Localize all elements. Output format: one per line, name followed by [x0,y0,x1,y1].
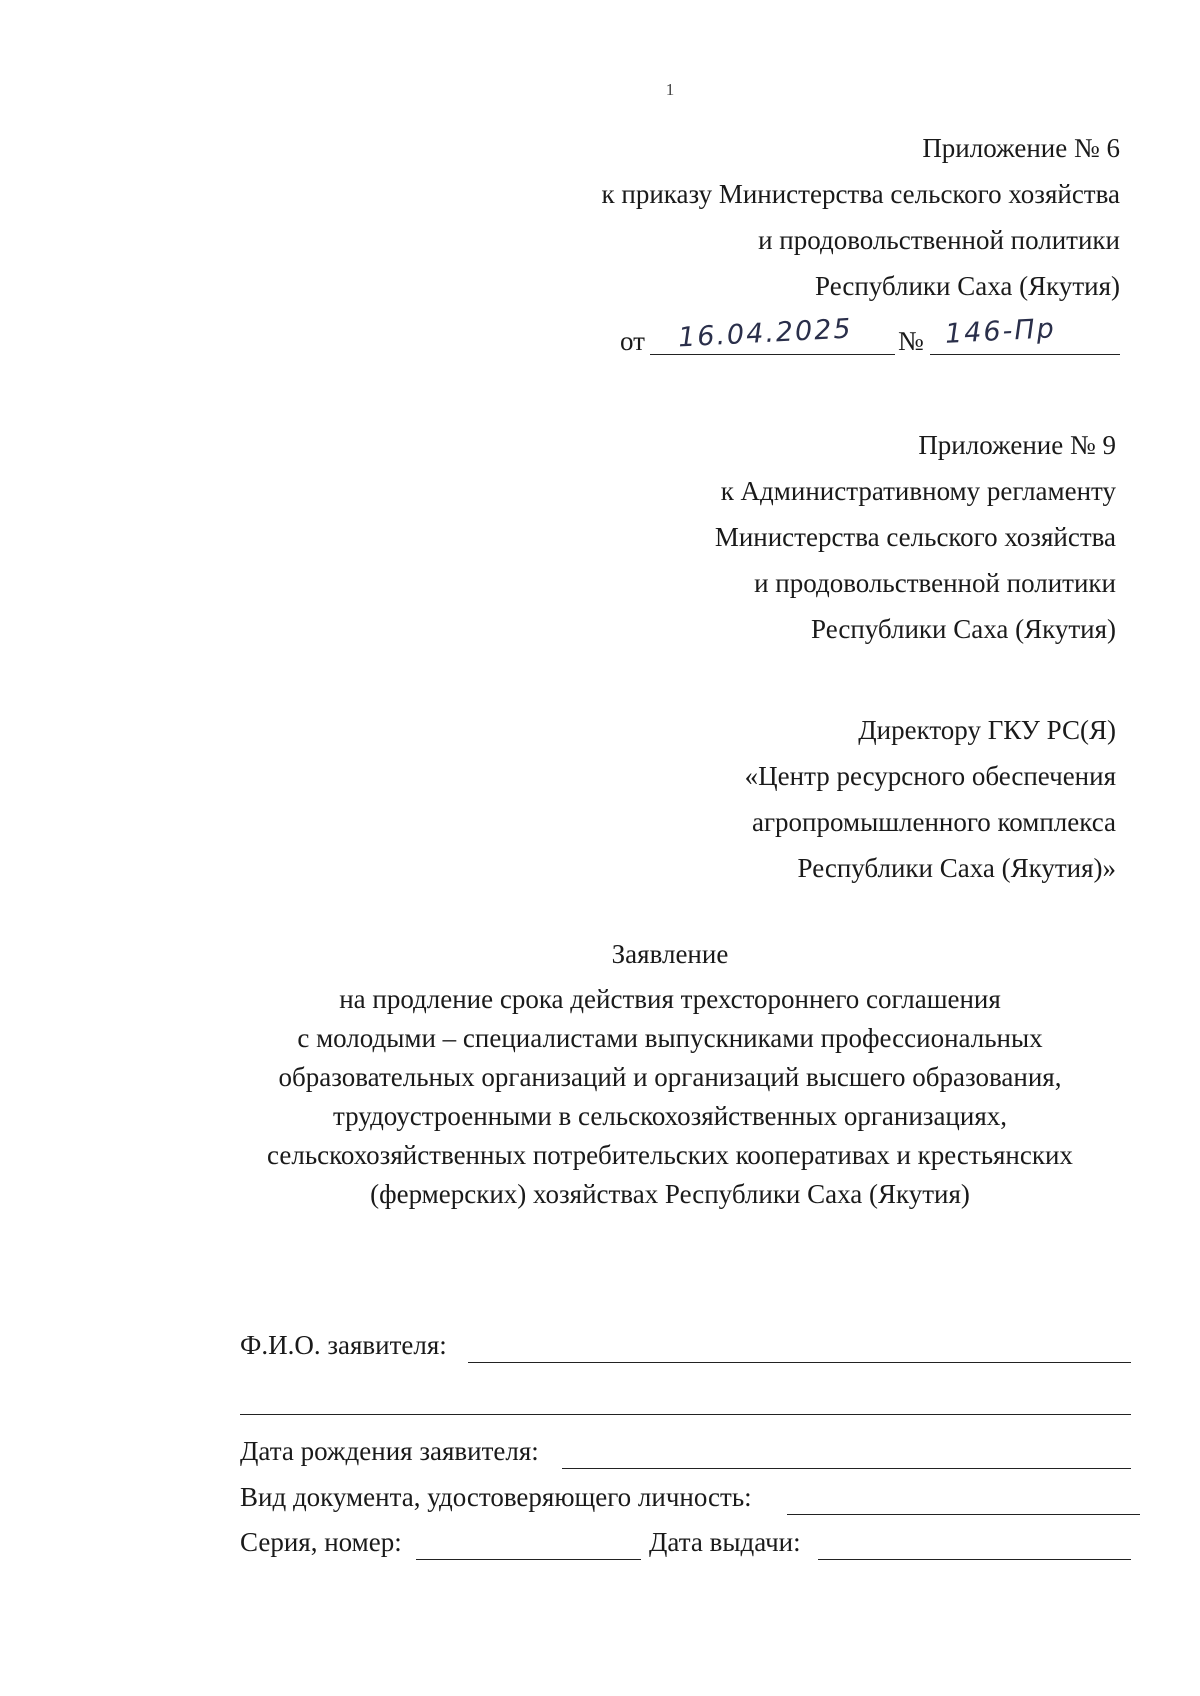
birth-date-row [240,1436,1140,1476]
series-number-field[interactable] [416,1559,641,1560]
addressee-line: «Центр ресурсного обеспечения [744,761,1116,791]
statement-subtitle-line: образовательных организаций и организаций высшего образования, [278,1062,1062,1092]
document-type-row [240,1482,1140,1522]
order-date-number-line [620,313,1120,360]
appendix-6-line: и продовольственной политики [758,225,1120,255]
birth-date-label: Дата рождения заявителя: [240,1436,539,1466]
handwritten-date: 16.04.2025 [677,313,854,354]
appendix-9-line: Приложение № 9 [918,430,1116,460]
addressee-line: Республики Саха (Якутия)» [797,853,1116,883]
appendix-9-header [715,422,1116,652]
statement-subtitle-line: с молодыми – специалистами выпускниками профессиональных [297,1023,1043,1053]
issue-date-label: Дата выдачи: [649,1527,801,1557]
addressee-line: Директору ГКУ РС(Я) [858,715,1116,745]
statement-subtitle-line: сельскохозяйственных потребительских кооперативах и крестьянских [267,1140,1073,1170]
fio-continuation-row [240,1382,1140,1422]
statement-title: Заявление [611,939,729,969]
page-number: 1 [665,80,675,99]
appendix-9-line: и продовольственной политики [754,568,1116,598]
handwritten-number: 146-Пр [944,313,1057,350]
issue-date-field[interactable] [818,1559,1131,1560]
appendix-6-header [602,125,1120,309]
birth-date-field[interactable] [562,1468,1131,1469]
statement-subtitle-line: на продление срока действия трехстороннего соглашения [339,984,1001,1014]
addressee-block [745,707,1116,891]
number-underline [930,354,1120,355]
fio-field-continuation[interactable] [240,1414,1131,1415]
appendix-6-line: к приказу Министерства сельского хозяйства [601,179,1120,209]
series-issue-row [240,1527,1140,1567]
date-underline [650,354,895,355]
series-number-label: Серия, номер: [240,1527,402,1557]
fio-field[interactable] [468,1362,1131,1363]
date-prefix: от [620,326,645,356]
addressee-line: агропромышленного комплекса [752,807,1116,837]
appendix-9-line: Республики Саха (Якутия) [811,614,1116,644]
appendix-6-line: Приложение № 6 [922,133,1120,163]
statement-title-block [0,935,1200,1214]
document-type-label: Вид документа, удостоверяющего личность: [240,1482,752,1512]
fio-row [240,1330,1140,1370]
appendix-9-line: к Административному регламенту [720,476,1116,506]
statement-subtitle-line: (фермерских) хозяйствах Республики Саха (Якутия) [370,1179,970,1209]
number-prefix: № [898,326,924,356]
document-type-field[interactable] [787,1514,1140,1515]
appendix-6-line: Республики Саха (Якутия) [815,271,1120,301]
fio-label: Ф.И.О. заявителя: [240,1330,447,1360]
statement-subtitle-line: трудоустроенными в сельскохозяйственных организациях, [333,1101,1007,1131]
appendix-9-line: Министерства сельского хозяйства [714,522,1116,552]
